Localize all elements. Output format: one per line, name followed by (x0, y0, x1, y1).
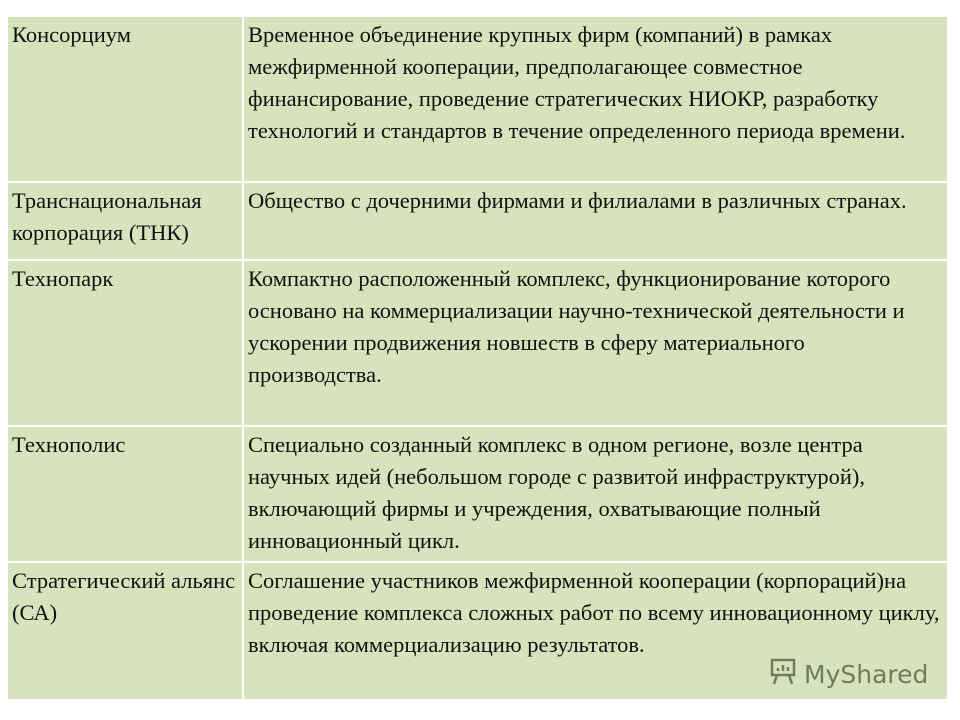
table-row (7, 260, 948, 426)
definition-cell: Специально созданный комплекс в одном регионе, возле центра научных идей (небольшом городе с развитой инфраструктурой), включающий фирмы и учреждения, охватывающие полный инновационный цикл. (243, 426, 948, 562)
term-cell: Технополис (7, 426, 243, 562)
definition-cell: Временное объединение крупных фирм (компаний) в рамках межфирменной кооперации, предполагающее совместное финансирование, проведение стратегических НИОКР, разработку технологий и стандартов в течение определенного периода времени. (243, 16, 948, 182)
definition-cell: Компактно расположенный комплекс, функционирование которого основано на коммерциализации научно-технической деятельности и ускорении продвижения новшеств в сферу материального производства. (243, 260, 948, 426)
term-cell: Транснациональная корпорация (ТНК) (7, 182, 243, 260)
term-cell: Стратегический альянс (СА) (7, 562, 243, 700)
table-row (7, 182, 948, 260)
presentation-board-icon (768, 656, 798, 692)
definition-cell: Общество с дочерними фирмами и филиалами в различных странах. (243, 182, 948, 260)
definition-cell: Соглашение участников межфирменной кооперации (корпораций)на проведение комплекса сложных работ по всему инновационному циклу, включая коммерциализацию результатов. (243, 562, 948, 700)
definitions-table (6, 15, 949, 701)
watermark-text: MyShared (804, 659, 929, 689)
term-cell: Консорциум (7, 16, 243, 182)
watermark (768, 656, 928, 692)
table-row (7, 426, 948, 562)
table-row (7, 16, 948, 182)
term-cell: Технопарк (7, 260, 243, 426)
